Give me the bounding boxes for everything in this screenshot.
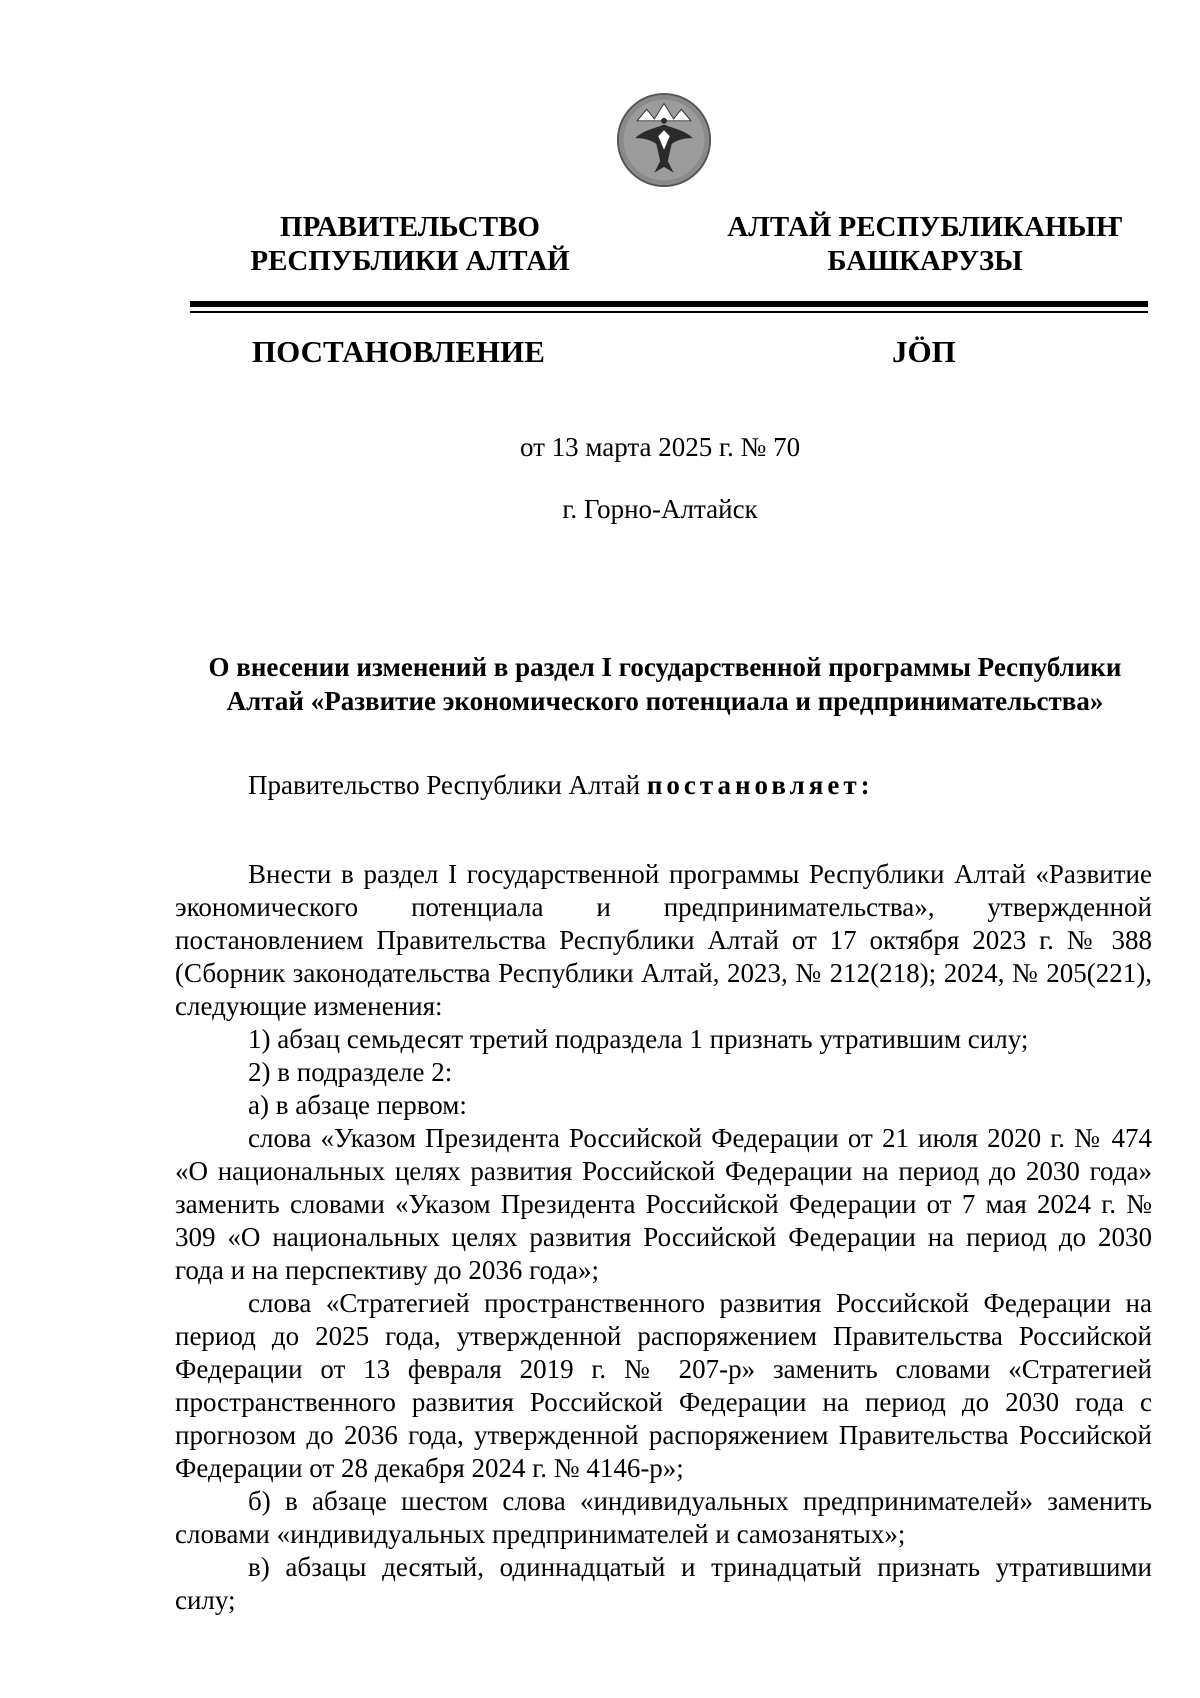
intro-prefix: Правительство Республики Алтай: [248, 770, 647, 800]
document-body: [175, 858, 1152, 1617]
paragraph: в) абзацы десятый, одиннадцатый и тринадцатый признать утратившими силу;: [175, 1552, 1152, 1615]
intro-emphasis: постановляет:: [646, 770, 874, 800]
document-type-altai: JӦП: [892, 334, 956, 369]
header-left-line2: РЕСПУБЛИКИ АЛТАЙ: [250, 245, 570, 277]
government-name-altai: [715, 210, 1135, 278]
paragraph: а) в абзаце первом:: [248, 1090, 467, 1120]
paragraph: 1) абзац семьдесят третий подраздела 1 признать утратившим силу;: [248, 1024, 1029, 1054]
paragraph: 2) в подразделе 2:: [248, 1057, 453, 1087]
paragraph: б) в абзаце шестом слова «индивидуальных предпринимателей» заменить словами «индивидуальных предпринимателей и самозанятых»;: [175, 1486, 1152, 1549]
document-city: г. Горно-Алтайск: [562, 494, 758, 524]
paragraph: слова «Указом Президента Российской Федерации от 21 июля 2020 г. № 474 «О национальных целях развития Российской Федерации на период до 2030 года» заменить словами «Указом Президента Российской Федерации от 7 мая 2024 г. № 309 «О национальных целях развития Российской Федерации на период до 2030 года и на перспективу до 2036 года»;: [175, 1123, 1152, 1285]
document-type-russian: ПОСТАНОВЛЕНИЕ: [252, 334, 545, 369]
document-date-number: от 13 марта 2025 г. № 70: [519, 432, 801, 462]
header-divider-thick: [190, 301, 1148, 307]
header-divider-thin: [190, 311, 1148, 313]
header-right-line2: БАШКАРУЗЫ: [827, 245, 1023, 277]
coat-of-arms-emblem: [616, 92, 712, 188]
document-title: О внесении изменений в раздел I государственной программы Республики Алтай «Развитие экономического потенциала и предпринимательства»: [208, 652, 1122, 716]
government-name-russian: [240, 210, 580, 278]
paragraph: слова «Стратегией пространственного развития Российской Федерации на период до 2025 года, утвержденной распоряжением Правительства Российской Федерации от 13 февраля 2019 г. № 207-р» заменить словами «Стратегией пространственного развития Российской Федерации на период до 2030 года с прогнозом до 2036 года, утвержденной распоряжением Правительства Российской Федерации от 28 декабря 2024 г. № 4146-р»;: [175, 1288, 1152, 1483]
intro-sentence: [248, 770, 874, 801]
paragraph: Внести в раздел I государственной программы Республики Алтай «Развитие экономического потенциала и предпринимательства», утвержденной постановлением Правительства Республики Алтай от 17 октября 2023 г. № 388 (Сборник законодательства Республики Алтай, 2023, № 212(218); 2024, № 205(221), следующие изменения:: [175, 859, 1152, 1021]
header-left-line1: ПРАВИТЕЛЬСТВО: [280, 211, 540, 243]
header-right-line1: АЛТАЙ РЕСПУБЛИКАНЫҤ: [727, 211, 1123, 243]
